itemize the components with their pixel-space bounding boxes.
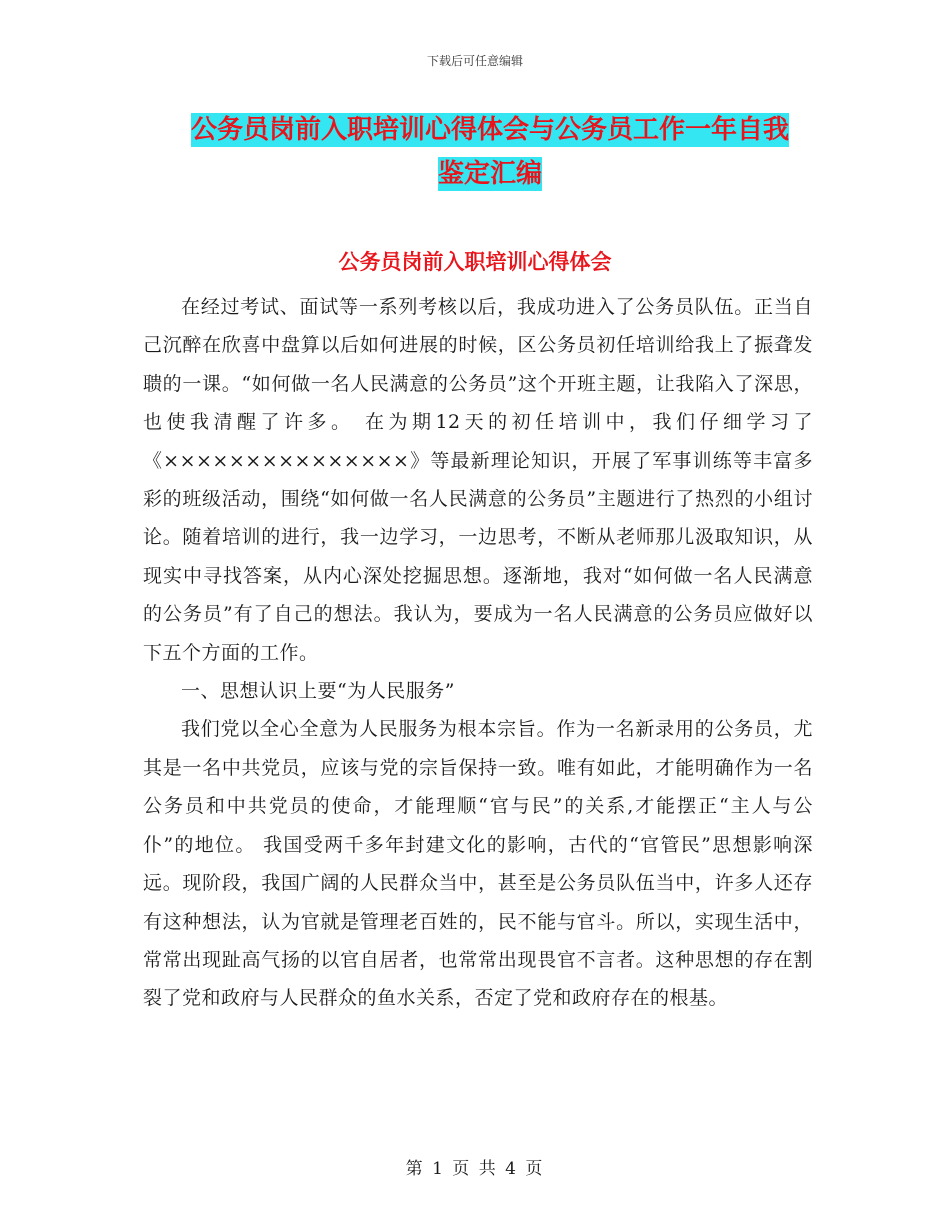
document-title-line-1: 公务员岗前入职培训心得体会与公务员工作一年自我 bbox=[190, 115, 789, 145]
paragraph-heading-one: 一、思想认识上要“为人民服务” bbox=[181, 680, 455, 703]
document-title-line-2: 鉴定汇编 bbox=[437, 159, 542, 189]
page-number: 第 1 页 共 4 页 bbox=[405, 1159, 545, 1179]
section-title: 公务员岗前入职培训心得体会 bbox=[338, 250, 612, 274]
paragraph-serve-people: 我们党以全心全意为人民服务为根本宗旨。作为一名新录用的公务员，尤其是一名中共党员，应该与党的宗旨保持一致。唯有如此，才能明确作为一名公务员和中共党员的使命，才能理顺“官与民”的关系,才能摆正“主人与公仆”的地位。 我国受两千多年封建文化的影响，古代的“官管民”思想影响深远。现阶段，我国广阔的人民群众当中，甚至是公务员队伍当中，许多人还存有这种想法，认为官就是管理老百姓的，民不能与官斗。所以，实现生活中，常常出现趾高气扬的以官自居者，也常常出现畏官不言者。这种思想的存在割裂了党和政府与人民群众的鱼水关系，否定了党和政府存在的根基。 bbox=[143, 718, 813, 1010]
document-body bbox=[143, 288, 813, 1018]
document-title bbox=[140, 108, 840, 196]
page-header-note: 下载后可任意编辑 bbox=[426, 54, 523, 68]
paragraph-intro: 在经过考试、面试等一系列考核以后，我成功进入了公务员队伍。正当自己沉醉在欣喜中盘算以后如何进展的时候，区公务员初任培训给我上了振聋发聩的一课。“如何做一名人民满意的公务员”这个开班主题，让我陷入了深思，也使我清醒了许多。 在为期12天的初任培训中，我们仔细学习了《×××××××××××××××》等最新理论知识，开展了军事训练等丰富多彩的班级活动，围绕“如何做一名人民满意的公务员”主题进行了热烈的小组讨论。随着培训的进行，我一边学习，一边思考，不断从老师那儿汲取知识，从现实中寻找答案，从内心深处挖掘思想。逐渐地，我对“如何做一名人民满意的公务员”有了自己的想法。我认为，要成为一名人民满意的公务员应做好以下五个方面的工作。 bbox=[143, 296, 813, 664]
